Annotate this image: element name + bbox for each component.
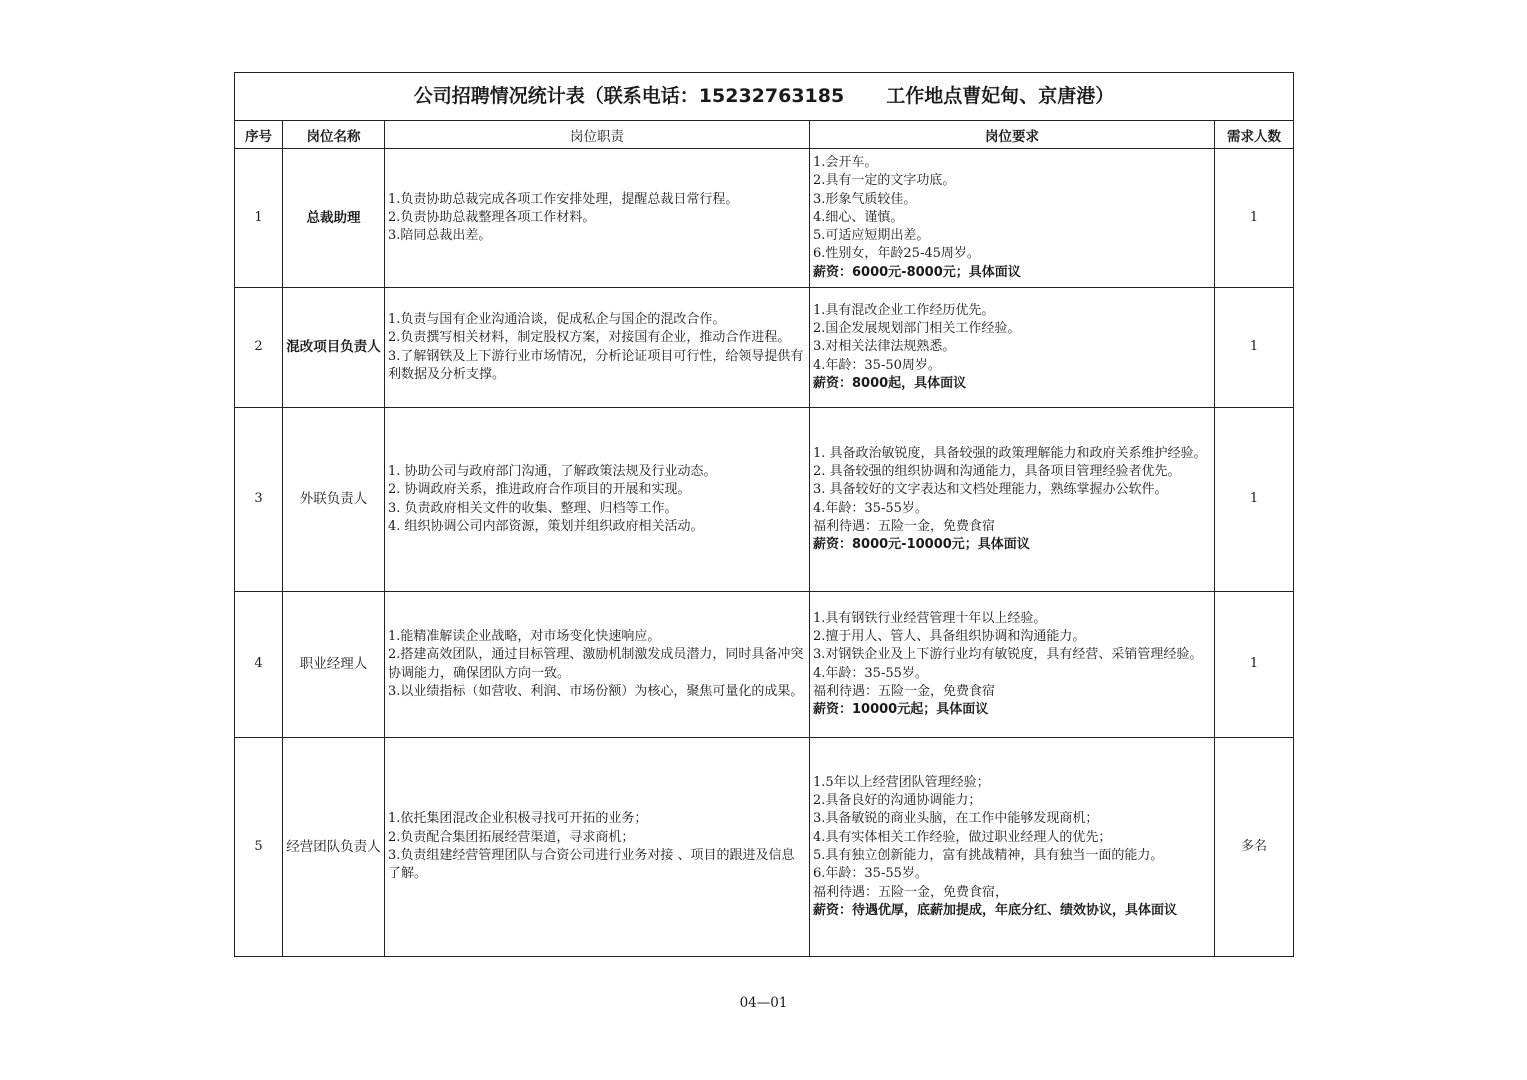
row-index: 3 bbox=[235, 408, 283, 592]
salary-line: 薪资：8000元-10000元；具体面议 bbox=[813, 537, 1030, 553]
salary-line: 薪资：6000元-8000元；具体面议 bbox=[813, 264, 1021, 280]
requirement-line: 3.具备敏锐的商业头脑，在工作中能够发现商机； bbox=[813, 811, 1099, 827]
row-position: 经营团队负责人 bbox=[283, 738, 385, 957]
requirement-line: 2.国企发展规划部门相关工作经验。 bbox=[813, 321, 1021, 337]
requirement-line: 4.细心、谨慎。 bbox=[813, 209, 904, 225]
header-count: 需求人数 bbox=[1215, 121, 1294, 149]
table-title-location: 工作地点曹妃甸、京唐港） bbox=[886, 85, 1115, 108]
table-title-main: 公司招聘情况统计表（联系电话：15232763185 bbox=[413, 85, 845, 108]
salary-line: 薪资：10000元起；具体面议 bbox=[813, 702, 989, 718]
duty-line: 3.负责组建经营管理团队与合资公司进行业务对接 、项目的跟进及信息了解。 bbox=[388, 848, 795, 882]
duty-line: 2. 协调政府关系，推进政府合作项目的开展和实现。 bbox=[388, 482, 691, 498]
duty-line: 3.以业绩指标（如营收、利润、市场份额）为核心，聚焦可量化的成果。 bbox=[388, 683, 804, 699]
requirement-line: 3.对相关法律法规熟悉。 bbox=[813, 339, 956, 355]
row-position: 总裁助理 bbox=[283, 149, 385, 288]
row-count: 1 bbox=[1215, 149, 1294, 288]
duty-line: 4. 组织协调公司内部资源，策划并组织政府相关活动。 bbox=[388, 518, 704, 534]
requirement-line: 2.具备良好的沟通协调能力； bbox=[813, 793, 982, 809]
duty-line: 1.能精准解读企业战略，对市场变化快速响应。 bbox=[388, 628, 661, 644]
recruitment-table bbox=[234, 72, 1294, 957]
duty-line: 1.负责与国有企业沟通洽谈，促成私企与国企的混改合作。 bbox=[388, 311, 726, 327]
duty-line: 1.负责协助总裁完成各项工作安排处理，提醒总裁日常行程。 bbox=[388, 191, 739, 207]
header-duties: 岗位职责 bbox=[385, 121, 810, 149]
duty-line: 3.了解钢铁及上下游行业市场情况，分析论证项目可行性，给领导提供有利数据及分析支撑。 bbox=[388, 348, 804, 382]
title-row bbox=[235, 73, 1294, 121]
requirement-line: 1.具有钢铁行业经营管理十年以上经验。 bbox=[813, 610, 1047, 626]
row-duties bbox=[385, 592, 810, 738]
requirement-line: 2.具有一定的文字功底。 bbox=[813, 173, 956, 189]
row-duties bbox=[385, 149, 810, 288]
row-position: 职业经理人 bbox=[283, 592, 385, 738]
requirement-line: 4.年龄：35-50周岁。 bbox=[813, 357, 941, 373]
row-count: 1 bbox=[1215, 408, 1294, 592]
duty-line: 3.陪同总裁出差。 bbox=[388, 228, 492, 244]
row-requirements bbox=[810, 592, 1215, 738]
table-row bbox=[235, 408, 1294, 592]
salary-line: 薪资：8000起，具体面议 bbox=[813, 375, 967, 391]
requirement-line: 福利待遇：五险一金，免费食宿， bbox=[813, 884, 1009, 900]
requirement-line: 4.年龄：35-55岁。 bbox=[813, 500, 928, 516]
row-index: 5 bbox=[235, 738, 283, 957]
requirement-line: 6.性别女，年龄25-45周岁。 bbox=[813, 246, 980, 262]
row-count: 1 bbox=[1215, 288, 1294, 408]
requirement-line: 3.对钢铁企业及上下游行业均有敏锐度，具有经营、采销管理经验。 bbox=[813, 647, 1203, 663]
row-requirements bbox=[810, 738, 1215, 957]
requirement-line: 3. 具备较好的文字表达和文档处理能力，熟练掌握办公软件。 bbox=[813, 482, 1168, 498]
requirement-line: 3.形象气质较佳。 bbox=[813, 191, 917, 207]
header-index: 序号 bbox=[235, 121, 283, 149]
header-position: 岗位名称 bbox=[283, 121, 385, 149]
requirement-line: 1.具有混改企业工作经历优先。 bbox=[813, 302, 995, 318]
row-count: 多名 bbox=[1215, 738, 1294, 957]
requirement-line: 2. 具备较强的组织协调和沟通能力，具备项目管理经验者优先。 bbox=[813, 463, 1181, 479]
duty-line: 2.负责协助总裁整理各项工作材料。 bbox=[388, 209, 596, 225]
duty-line: 1.依托集团混改企业积极寻找可开拓的业务； bbox=[388, 811, 648, 827]
requirement-line: 福利待遇：五险一金，免费食宿 bbox=[813, 683, 996, 699]
duty-line: 1. 协助公司与政府部门沟通，了解政策法规及行业动态。 bbox=[388, 463, 717, 479]
requirement-line: 5.可适应短期出差。 bbox=[813, 228, 930, 244]
row-duties bbox=[385, 738, 810, 957]
row-requirements bbox=[810, 288, 1215, 408]
duty-line: 2.负责配合集团拓展经营渠道，寻求商机； bbox=[388, 829, 635, 845]
table-row bbox=[235, 149, 1294, 288]
requirement-line: 6.年龄：35-55岁。 bbox=[813, 866, 928, 882]
header-requirements: 岗位要求 bbox=[810, 121, 1215, 149]
header-row bbox=[235, 121, 1294, 149]
duty-line: 3. 负责政府相关文件的收集、整理、归档等工作。 bbox=[388, 500, 678, 516]
requirement-line: 5.具有独立创新能力，富有挑战精神，具有独当一面的能力。 bbox=[813, 848, 1164, 863]
requirement-line: 福利待遇：五险一金，免费食宿 bbox=[813, 518, 996, 534]
table-title bbox=[235, 73, 1294, 121]
table-row bbox=[235, 738, 1294, 957]
row-position: 外联负责人 bbox=[283, 408, 385, 592]
requirement-line: 4.具有实体相关工作经验，做过职业经理人的优先； bbox=[813, 829, 1112, 845]
row-position: 混改项目负责人 bbox=[283, 288, 385, 408]
requirement-line: 2.擅于用人、管人、具备组织协调和沟通能力。 bbox=[813, 628, 1086, 644]
requirement-line: 4.年龄：35-55岁。 bbox=[813, 665, 928, 681]
page-number: 04—01 bbox=[739, 995, 788, 1011]
duty-line: 2.负责撰写相关材料，制定股权方案，对接国有企业，推动合作进程。 bbox=[388, 330, 791, 346]
row-index: 1 bbox=[235, 149, 283, 288]
duty-line: 2.搭建高效团队，通过目标管理、激励机制激发成员潜力，同时具备冲突协调能力，确保团队方向一致。 bbox=[388, 647, 804, 681]
requirement-line: 1.会开车。 bbox=[813, 154, 878, 170]
table-row bbox=[235, 592, 1294, 738]
row-index: 2 bbox=[235, 288, 283, 408]
row-duties bbox=[385, 408, 810, 592]
requirement-line: 1. 具备政治敏锐度，具备较强的政策理解能力和政府关系维护经验。 bbox=[813, 445, 1207, 461]
requirement-line: 1.5年以上经营团队管理经验； bbox=[813, 774, 990, 790]
row-requirements bbox=[810, 149, 1215, 288]
row-requirements bbox=[810, 408, 1215, 592]
row-duties bbox=[385, 288, 810, 408]
salary-line: 薪资：待遇优厚，底薪加提成，年底分红、绩效协议，具体面议 bbox=[813, 902, 1178, 918]
row-count: 1 bbox=[1215, 592, 1294, 738]
row-index: 4 bbox=[235, 592, 283, 738]
table-row bbox=[235, 288, 1294, 408]
